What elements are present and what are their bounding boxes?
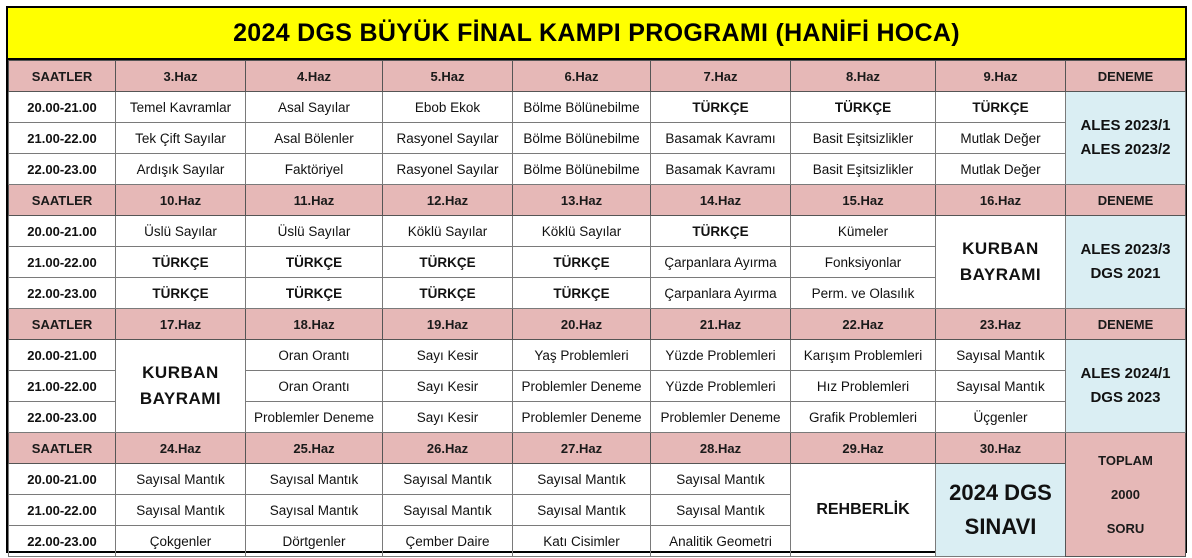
day-header: 21.Haz [651, 309, 791, 340]
topic-cell: Yüzde Problemleri [651, 340, 791, 371]
topic-cell: Rasyonel Sayılar [383, 123, 513, 154]
day-header: 3.Haz [116, 61, 246, 92]
topic-cell: TÜRKÇE [116, 247, 246, 278]
topic-cell: TÜRKÇE [936, 92, 1066, 123]
exam-cell [936, 464, 1066, 557]
deneme-cell [1066, 340, 1186, 433]
topic-cell: Basit Eşitsizlikler [791, 123, 936, 154]
day-header: 4.Haz [246, 61, 383, 92]
saatler-header: SAATLER [9, 433, 116, 464]
topic-cell: TÜRKÇE [383, 247, 513, 278]
time-cell: 21.00-22.00 [9, 123, 116, 154]
day-header: 25.Haz [246, 433, 383, 464]
topic-cell: Üslü Sayılar [116, 216, 246, 247]
topic-cell: Analitik Geometri [651, 526, 791, 557]
time-cell: 20.00-21.00 [9, 92, 116, 123]
table-row [9, 464, 1186, 495]
topic-cell: Bölme Bölünebilme [513, 123, 651, 154]
day-header: 18.Haz [246, 309, 383, 340]
topic-cell: Ardışık Sayılar [116, 154, 246, 185]
topic-cell: Basamak Kavramı [651, 123, 791, 154]
day-header: 23.Haz [936, 309, 1066, 340]
topic-cell: Tek Çift Sayılar [116, 123, 246, 154]
day-header: 28.Haz [651, 433, 791, 464]
deneme-cell [1066, 216, 1186, 309]
topic-cell: Sayısal Mantık [651, 464, 791, 495]
day-header: 13.Haz [513, 185, 651, 216]
header-row [9, 185, 1186, 216]
deneme-line: ALES 2024/1 [1080, 365, 1171, 382]
topic-cell: Asal Bölenler [246, 123, 383, 154]
header-row [9, 309, 1186, 340]
topic-cell: Oran Orantı [246, 371, 383, 402]
topic-cell: Köklü Sayılar [513, 216, 651, 247]
topic-cell: Sayı Kesir [383, 340, 513, 371]
topic-cell: TÜRKÇE [383, 278, 513, 309]
topic-cell: Sayı Kesir [383, 371, 513, 402]
topic-cell: TÜRKÇE [246, 278, 383, 309]
topic-cell: Fonksiyonlar [791, 247, 936, 278]
table-row [9, 123, 1186, 154]
day-header: 11.Haz [246, 185, 383, 216]
topic-cell: TÜRKÇE [651, 92, 791, 123]
topic-cell: TÜRKÇE [246, 247, 383, 278]
day-header: 20.Haz [513, 309, 651, 340]
topic-cell: Problemler Deneme [651, 402, 791, 433]
topic-cell: Sayı Kesir [383, 402, 513, 433]
topic-cell: Sayısal Mantık [246, 495, 383, 526]
topic-cell: Rasyonel Sayılar [383, 154, 513, 185]
topic-cell: Kümeler [791, 216, 936, 247]
deneme-line: DGS 2021 [1090, 265, 1161, 282]
day-header: 17.Haz [116, 309, 246, 340]
topic-cell: Grafik Problemleri [791, 402, 936, 433]
exam-line: SINAVI [964, 514, 1037, 539]
deneme-line: DGS 2023 [1090, 389, 1161, 406]
topic-cell: Sayısal Mantık [513, 495, 651, 526]
topic-cell: Dörtgenler [246, 526, 383, 557]
day-header: 24.Haz [116, 433, 246, 464]
time-cell: 22.00-23.00 [9, 526, 116, 557]
exam-line: 2024 DGS [949, 480, 1052, 505]
topic-cell: Yaş Problemleri [513, 340, 651, 371]
topic-cell: Sayısal Mantık [246, 464, 383, 495]
topic-cell: Sayısal Mantık [936, 371, 1066, 402]
topic-cell: Mutlak Değer [936, 123, 1066, 154]
total-line: 2000 [1111, 486, 1140, 502]
topic-cell: Sayısal Mantık [116, 464, 246, 495]
time-cell: 22.00-23.00 [9, 278, 116, 309]
day-header: 8.Haz [791, 61, 936, 92]
day-header: 16.Haz [936, 185, 1066, 216]
topic-cell: Yüzde Problemleri [651, 371, 791, 402]
topic-cell: TÜRKÇE [116, 278, 246, 309]
time-cell: 20.00-21.00 [9, 216, 116, 247]
topic-cell: Hız Problemleri [791, 371, 936, 402]
table-row [9, 340, 1186, 371]
topic-cell: Sayısal Mantık [936, 340, 1066, 371]
holiday-line: KURBAN [142, 363, 219, 382]
holiday-line: KURBAN [962, 239, 1039, 258]
day-header: 6.Haz [513, 61, 651, 92]
saatler-header: SAATLER [9, 309, 116, 340]
topic-cell: Sayısal Mantık [383, 495, 513, 526]
time-cell: 21.00-22.00 [9, 247, 116, 278]
topic-cell: Temel Kavramlar [116, 92, 246, 123]
day-header: 27.Haz [513, 433, 651, 464]
deneme-line: ALES 2023/3 [1080, 241, 1171, 258]
topic-cell: TÜRKÇE [513, 278, 651, 309]
schedule-sheet [6, 6, 1187, 553]
time-cell: 21.00-22.00 [9, 371, 116, 402]
day-header: 15.Haz [791, 185, 936, 216]
topic-cell: Çarpanlara Ayırma [651, 278, 791, 309]
deneme-cell [1066, 92, 1186, 185]
topic-cell: Bölme Bölünebilme [513, 154, 651, 185]
topic-cell: Mutlak Değer [936, 154, 1066, 185]
header-row [9, 433, 1186, 464]
time-cell: 22.00-23.00 [9, 402, 116, 433]
day-header: 5.Haz [383, 61, 513, 92]
schedule-title: 2024 DGS BÜYÜK FİNAL KAMPI PROGRAMI (HANİFİ HOCA) [8, 8, 1185, 60]
topic-cell: Asal Sayılar [246, 92, 383, 123]
topic-cell: Çarpanlara Ayırma [651, 247, 791, 278]
topic-cell: Sayısal Mantık [116, 495, 246, 526]
deneme-line: ALES 2023/2 [1080, 141, 1171, 158]
topic-cell: Problemler Deneme [246, 402, 383, 433]
day-header: 10.Haz [116, 185, 246, 216]
topic-cell: Çember Daire [383, 526, 513, 557]
holiday-cell [936, 216, 1066, 309]
topic-cell: Faktöriyel [246, 154, 383, 185]
topic-cell: Problemler Deneme [513, 402, 651, 433]
day-header: 30.Haz [936, 433, 1066, 464]
topic-cell: Bölme Bölünebilme [513, 92, 651, 123]
header-row [9, 61, 1186, 92]
holiday-line: BAYRAMI [139, 389, 222, 408]
topic-cell: Üslü Sayılar [246, 216, 383, 247]
topic-cell: Karışım Problemleri [791, 340, 936, 371]
total-line: TOPLAM [1098, 452, 1153, 468]
topic-cell: Sayısal Mantık [383, 464, 513, 495]
topic-cell: TÜRKÇE [651, 216, 791, 247]
topic-cell: Basit Eşitsizlikler [791, 154, 936, 185]
table-row [9, 154, 1186, 185]
topic-cell: Katı Cisimler [513, 526, 651, 557]
topic-cell: Çokgenler [116, 526, 246, 557]
topic-cell: TÜRKÇE [791, 92, 936, 123]
day-header: 26.Haz [383, 433, 513, 464]
table-row [9, 92, 1186, 123]
deneme-header: DENEME [1066, 185, 1186, 216]
topic-cell: Üçgenler [936, 402, 1066, 433]
day-header: 9.Haz [936, 61, 1066, 92]
time-cell: 22.00-23.00 [9, 154, 116, 185]
topic-cell: Ebob Ekok [383, 92, 513, 123]
topic-cell: Sayısal Mantık [513, 464, 651, 495]
day-header: 29.Haz [791, 433, 936, 464]
topic-cell: Oran Orantı [246, 340, 383, 371]
topic-cell: Basamak Kavramı [651, 154, 791, 185]
day-header: 14.Haz [651, 185, 791, 216]
day-header: 22.Haz [791, 309, 936, 340]
saatler-header: SAATLER [9, 61, 116, 92]
total-line: SORU [1106, 520, 1145, 536]
saatler-header: SAATLER [9, 185, 116, 216]
topic-cell: Köklü Sayılar [383, 216, 513, 247]
topic-cell: TÜRKÇE [513, 247, 651, 278]
schedule-table [8, 60, 1186, 557]
topic-cell: Problemler Deneme [513, 371, 651, 402]
table-row [9, 216, 1186, 247]
total-questions-cell [1066, 433, 1186, 557]
day-header: 7.Haz [651, 61, 791, 92]
topic-cell: Sayısal Mantık [651, 495, 791, 526]
deneme-header: DENEME [1066, 309, 1186, 340]
time-cell: 20.00-21.00 [9, 340, 116, 371]
deneme-line: ALES 2023/1 [1080, 117, 1171, 134]
deneme-header: DENEME [1066, 61, 1186, 92]
day-header: 12.Haz [383, 185, 513, 216]
time-cell: 20.00-21.00 [9, 464, 116, 495]
holiday-cell [116, 340, 246, 433]
day-header: 19.Haz [383, 309, 513, 340]
time-cell: 21.00-22.00 [9, 495, 116, 526]
topic-cell: Perm. ve Olasılık [791, 278, 936, 309]
rehberlik-cell: REHBERLİK [791, 464, 936, 557]
holiday-line: BAYRAMI [959, 265, 1042, 284]
